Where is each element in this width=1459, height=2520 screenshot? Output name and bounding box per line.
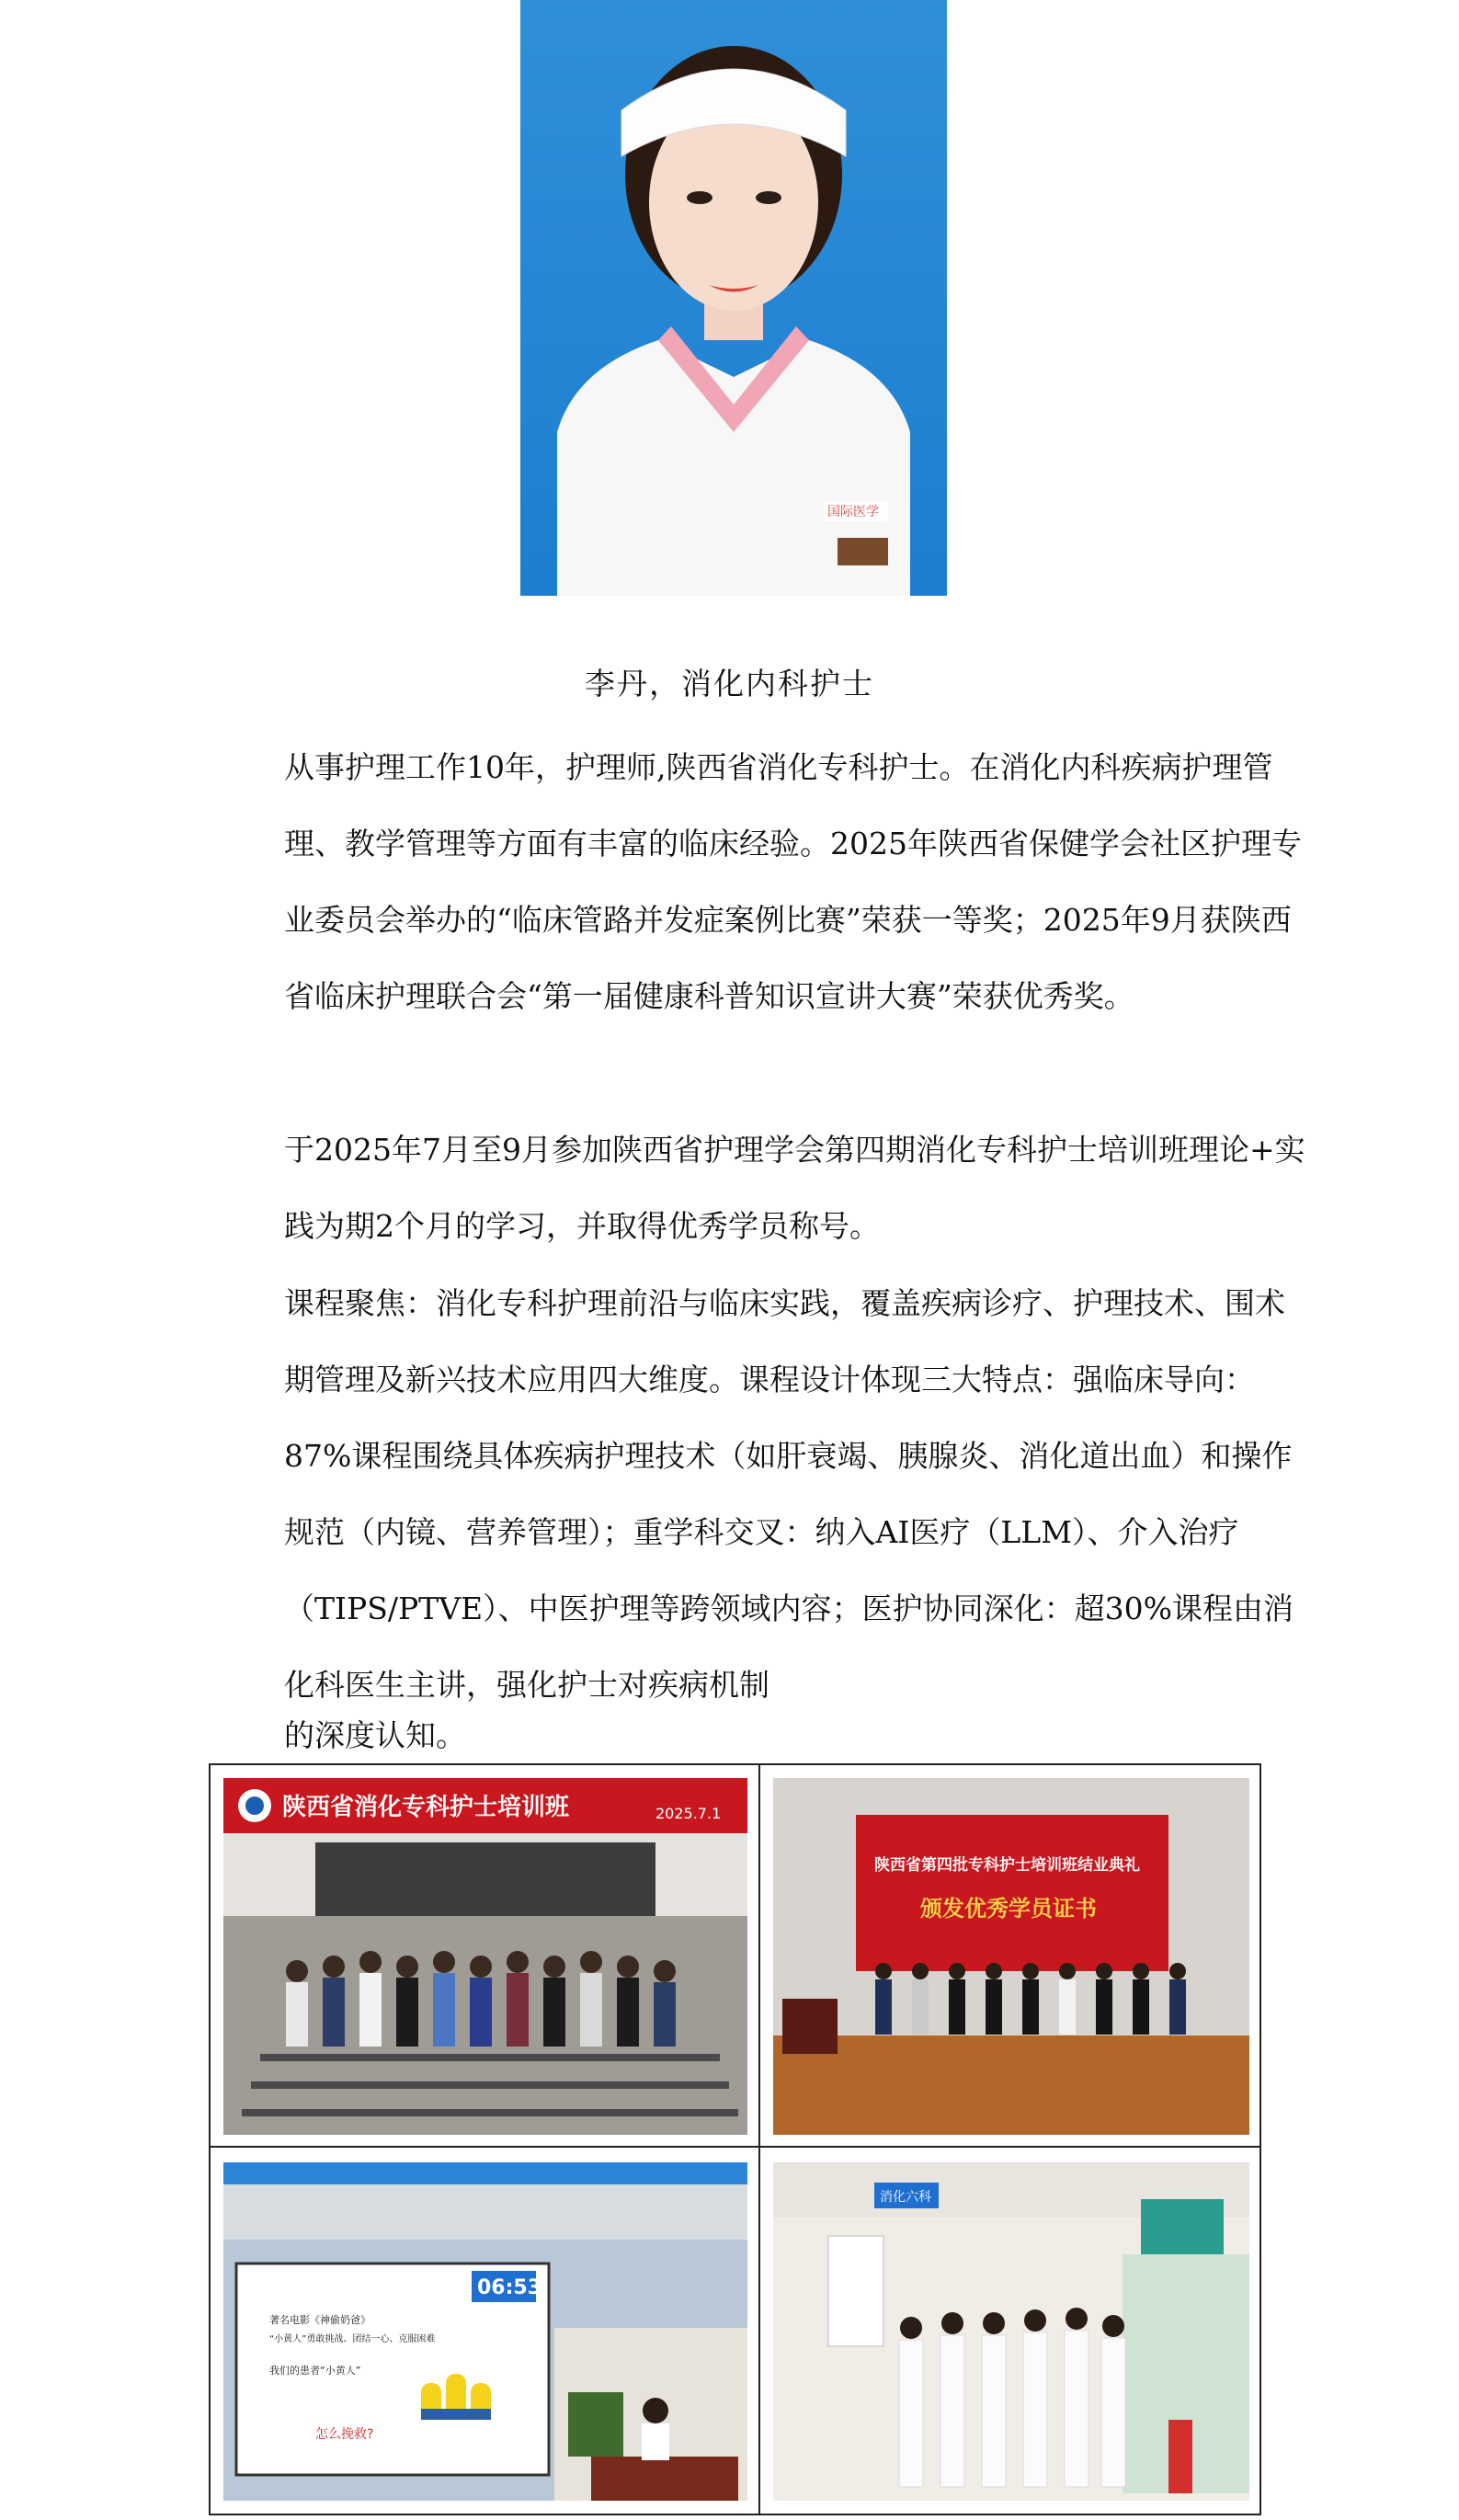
bio-paragraph-3 (223, 1265, 1309, 1756)
screen-subtitle-text: 颁发优秀学员证书 (920, 1896, 1097, 1921)
bio-paragraph-1: 从事护理工作10年，护理师,陕西省消化专科护士。在消化内科疾病护理管理、教学管理等方面有丰富的临床经验。2025年陕西省保健学会社区护理专业委员会举办的“临床管路并发症案例比赛”荣获一等奖；2025年9月获陕西省临床护理联合会“第一届健康科普知识宣讲大赛”荣获优秀奖。 (284, 749, 1302, 1014)
nurse-portrait-illustration (520, 0, 947, 596)
portrait-caption: 李丹，消化内科护士 (585, 666, 874, 701)
slide-line-1: 著名电影《神偷奶爸》 (269, 2314, 370, 2326)
nurses-ward-photo (773, 2162, 1249, 2501)
group-photo-training-class (223, 1778, 747, 2135)
banner-title-text: 陕西省消化专科护士培训班 (282, 1794, 570, 1821)
bio-paragraph-2: 于2025年7月至9月参加陕西省护理学会第四期消化专科护士培训班理论+实践为期2个月的学习，并取得优秀学员称号。 (284, 1132, 1305, 1244)
grid-divider-horizontal (211, 2146, 1260, 2148)
uniform-badge-text: 国际医学 (827, 505, 879, 519)
banner-date-text: 2025.7.1 (655, 1805, 722, 1822)
slide-timer-text: 06:53 (477, 2276, 542, 2299)
presentation-photo (223, 2162, 747, 2501)
screen-title-text: 陕西省第四批专科护士培训班结业典礼 (874, 1856, 1140, 1875)
ward-sign-text: 消化六科 (880, 2190, 931, 2205)
graduation-ceremony-photo (773, 1778, 1249, 2135)
slide-question: 怎么挽救? (315, 2427, 374, 2442)
slide-line-3: 我们的患者“小黄人” (269, 2365, 361, 2377)
bio-paragraph-3-main: 课程聚焦：消化专科护理前沿与临床实践，覆盖疾病诊疗、护理技术、围术期管理及新兴技术应用四大维度。课程设计体现三大特点：强临床导向：87%课程围绕具体疾病护理技术（如肝衰竭、胰腺炎、消化道出血）和操作规范（内镜、营养管理）；重学科交叉：纳入AI医疗（LLM）、介入治疗（TIPS/PTVE）、中医护理等跨领域内容；医护协同深化：超30%课程由消化科医生主讲，强化护士对疾病机制 (284, 1285, 1294, 1703)
bio-paragraph-3-tail: 的深度认知。 (284, 1717, 466, 1753)
grid-divider-vertical (758, 1765, 760, 2514)
slide-line-2: “小黄人”勇敢挑战、团结一心、克服困难 (269, 2334, 436, 2344)
photo-grid (209, 1763, 1261, 2515)
portrait-photo (520, 0, 947, 596)
